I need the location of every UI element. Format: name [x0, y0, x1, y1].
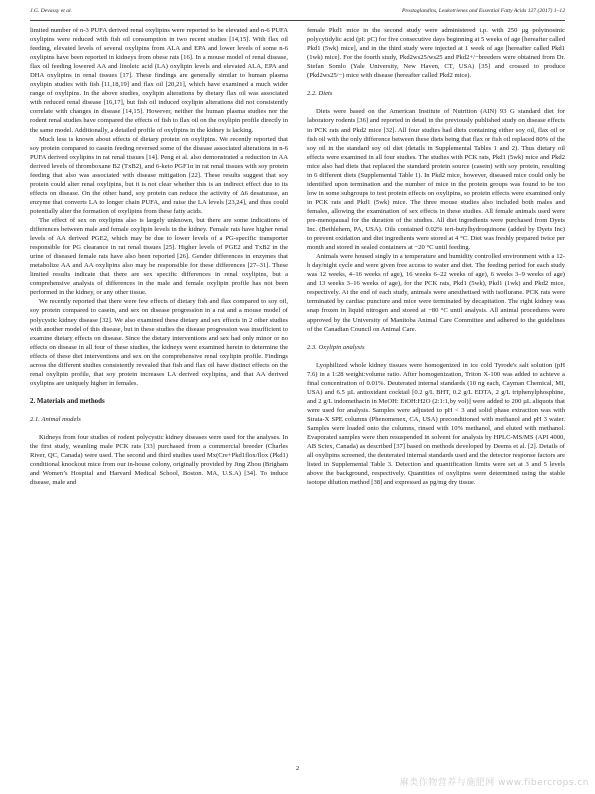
- header-journal: Prostaglandins, Leukotrienes and Essential Fatty Acids 127 (2017) 1–12: [402, 8, 565, 14]
- paragraph-gap: [30, 424, 288, 433]
- subsection-heading: 2.2. Diets: [307, 90, 333, 98]
- paragraph-gap: [307, 334, 565, 343]
- body-paragraph: female Pkd1 mice in the second study were administered i.p. with 250 µg polyinosinic polycytidylic acid (pI: pC) for five consecutive days beginning at 5 weeks of age [hereafter called Pkd1 (5wk) mice], and in the third study were injected at 1 week of age [hereafter called Pkd1 (1wk) mice]. For the fourth study, Pkd2ws25/ws25 and Pkd2+/−breeders were obtained from Dr. Stefan Somlo (Yale University, New Haven, CT, USA) [35] and crossed to produce (Pkd2ws25/−) mice with disease (hereafter called Pkd2 mice).: [307, 27, 565, 80]
- paragraph-gap: [307, 352, 565, 361]
- body-paragraph: Animals were housed singly in a temperature and humidity controlled environment with a 12-h day/night cycle and were given free access to water and diet. The feeding period for each study was 12 weeks, 4–16 weeks of age), 16 weeks 6–22 weeks of age), 6 weeks 3–9 weeks of age) and 13 weeks 3–16 weeks of age), for the PCK rats, Pkd1 (5wk), Pkd1 (1wk) and Pkd2 mice, respectively. At the end of each study, animals were anesthetised with isoflurane. PCK rats were terminated by cardiac puncture and mice were terminated by decapitation. The right kidney was snap frozen in liquid nitrogen and stored at −80 °C until analysis. All animal procedures were approved by the University of Manitoba Animal Care Committee and adhered to the guidelines of the Canadian Council on Animal Care.: [307, 253, 565, 333]
- running-header: [30, 8, 565, 20]
- body-paragraph: Lyophilized whole kidney tissues were homogenized in ice cold Tyrode's salt solution (pH 7.6) in a 1:28 weight:volume ratio. After homogenization, Triton X-100 was added to achieve a final concentration of 0.01%. Deuterated internal standards (10 ng each, Cayman Chemical, MI, USA) and 6.5 µL antioxidant cocktail [0.2 g/L BHT, 0.2 g/L EDTA, 2 g/L triphenylphosphine, and 2 g/L indomethacin in MeOH: EtOH:H2O (2:1:1,by vol)] were added to 200 µL aliquots that were used for analysis. Samples were adjusted to pH < 3 and solid phase extraction was with Strata-X SPE columns (Phenomenex, CA, USA) preconditioned with methanol and pH 3 water. Samples were loaded onto the columns, rinsed with 10% methanol, and eluted with methanol. Evaporated samples were then resuspended in solvent for analysis by HPLC-MS/MS (API 4000, AB Sciex, Canada) as described [37] based on methods developed by Deems et al. [2]. Details of all oxylipins screened, the deuterated internal standards used and the detector response factors are listed in Supplemental Table 3. Detection and quantification limits were set at 3 and 5 levels above the background, respectively. Quantities of oxylipins were determined using the stable isotope dilution method [38] and expressed as pg/mg dry tissue.: [307, 361, 565, 487]
- body-paragraph: The effect of sex on oxylipins also is largely unknown, but there are some indications of differences between male and female oxylipin levels in the kidney. Female rats have higher renal levels of AA derived PGE2, which may be due to lower levels of a PG-specific transporter responsible for PG clearance in rat renal tissues [25]. Higher levels of PGE2 and TxB2 in the urine of diseased female rats have also been reported [26]. Gender differences in enzymes that metabolize AA and AA oxylipins also may be responsible for these differences [27–31]. These limited results indicate that there are sex specific differences in renal oxylipins, but a comprehensive analysis of differences in the male and female oxylipin profile has not been performed in the kidney, or any other tissue.: [30, 216, 288, 297]
- body-paragraph: Diets were based on the American Institute of Nutrition (AIN) 93 G standard diet for laboratory rodents [36] and reported in detail in the previously published study on disease effects in PCK rats and Pkd2 mice [32]. All four studies had diets containing either soy oil, flax oil or fish oil with the only difference between these diets being that flax or fish oil replaced 80% of the soy oil in the standard soy oil diet (details in Supplemental Tables 1 and 2). Thus dietary oil effects were examined in all four studies. The studies with PCK rats, Pkd1 (5wk) mice and Pkd2 mice also had diets that replaced the standard protein source (casein) with soy protein, resulting in 6 different diets (Supplemental Table 1). In Pkd2 mice, however, diseased mice could only be identified upon termination and the number of mice in the protein groups was found to be too low in some subgroups to test protein effects on oxylipins, so protein effects were examined only in PCK rats and Pkd1 (5wk) mice. The three mouse studies also included both males and females, allowing the examination of sex effects in these studies. All female animals used were pre-menopausal for the duration of the studies. All diet ingredients were purchased from Dyets Inc. (Bethlehem, PA, USA). Oils contained 0.02% tert-butylhydroquinone (added by Dyets Inc) to prevent oxidation and diet ingredients were stored at 4 °C. Diet was freshly prepared twice per month and stored in sealed containers at −20 °C until feeding.: [307, 108, 565, 252]
- body-paragraph: limited number of n-3 PUFA derived renal oxylipins were reported to be elevated and n-6 PUFA oxylipins were reduced with fish oil consumption in two recent studies [14,15]. With flax oil feeding, elevated levels of several oxylipins from ALA and EPA and lower levels of some n-6 oxylipins have been reported in kidneys from obese rats [16]. In a mouse model of renal disease, flax oil feeding lowered AA and linoleic acid (LA) oxylipin levels and elevated ALA, EPA and DHA oxylipins in renal tissues [17]. These findings are generally similar to human plasma oxylipin studies with fish [11,18,19] and flax oil [20,21], which have examined a much wider range of oxylipins. In the above studies, oxylipin alterations by dietary flax oil was associated with reduced renal disease [16,17], but fish oil induced oxylipin alterations did not consistently correlate with changes in disease [14,15]. However, neither the human plasma studies nor the rodent renal studies have compared the effects of fish to flax oil on the oxylipin profile directly in the same model. Additionally, a detailed profile of oxylipins in the kidney is lacking.: [30, 27, 288, 134]
- page-number: 2: [295, 765, 300, 772]
- paragraph-gap: [307, 98, 565, 107]
- paragraph-gap: [307, 80, 565, 89]
- body-paragraph: We recently reported that there were few effects of dietary fish and flax compared to soy oil, soy protein compared to casein, and sex on disease progression in a rat and a mouse model of polycystic kidney disease [32]. We also examined these dietary and sex effects in 2 other studies with another model of this disease, but in these studies the disease progression was insufficient to examine dietary effects on disease. Since the dietary interventions and sex had only minor or no effects on disease in all four of these studies, the kidneys were examined herein to determine the effects of these diet interventions and sex on the comprehensive renal oxylipin profile. Findings across the different studies consistently revealed that fish and flax oil have distinct effects on the renal oxylipin profile, that soy protein increases LA derived oxylipins, and that AA derived oxylipins are uniquely higher in females.: [30, 298, 288, 387]
- right-column: [307, 26, 565, 487]
- left-column: [30, 26, 288, 487]
- body-paragraph: Kidneys from four studies of rodent polycystic kidney diseases were used for the analyses. In the first study, weanling male PCK rats [33] purchased from a commercial breeder (Charles River, QC, Canada) were used. The second and third studies used Mx(Cre+Pkd1flox/flox (Pkd1) conditional knockout mice from our in-house colony, originally provided by Jing Zhou (Brigham and Women’s Hospital and Harvard Medical School, Boston. MA, U.S.A) [34]. To induce disease, male and: [30, 434, 288, 487]
- header-rule: [30, 20, 565, 21]
- body-paragraph: Much less is known about effects of dietary protein on oxylipins. We recently reported that soy protein compared to casein feeding reversed some of the disease associated alterations in n-6 PUFA derived oxylipins in rat renal tissues [14]. Peng et al. also demonstrated a reduction in AA derived levels of thromboxane B2 (TxB2), and 6-keto PGF1α in rat renal tissues with soy protein feeding that also was associated with disease mitigation [22]. These results suggest that soy protein could alter renal oxylipins, but it is not clear whether this is an indirect effect due to its effects on disease. On the other hand, soy protein can reduce the activity of Δ6 desaturase, an enzyme that converts LA to longer chain PUFA, and raise the LA levels [23,24], and thus could potentially alter the formation of oxylipins from these fatty acids.: [30, 135, 288, 215]
- paragraph-gap: [30, 388, 288, 397]
- subsection-heading: 2.1. Animal models: [30, 416, 81, 424]
- header-authors: J.G. Devassy et al.: [30, 8, 72, 14]
- paragraph-gap: [30, 406, 288, 415]
- watermark: 麻类作物营养与施肥网 www.fibercrops.cn: [399, 778, 589, 788]
- subsection-heading: 2.3. Oxylipin analysis: [307, 343, 365, 351]
- section-heading: 2. Materials and methods: [30, 397, 105, 405]
